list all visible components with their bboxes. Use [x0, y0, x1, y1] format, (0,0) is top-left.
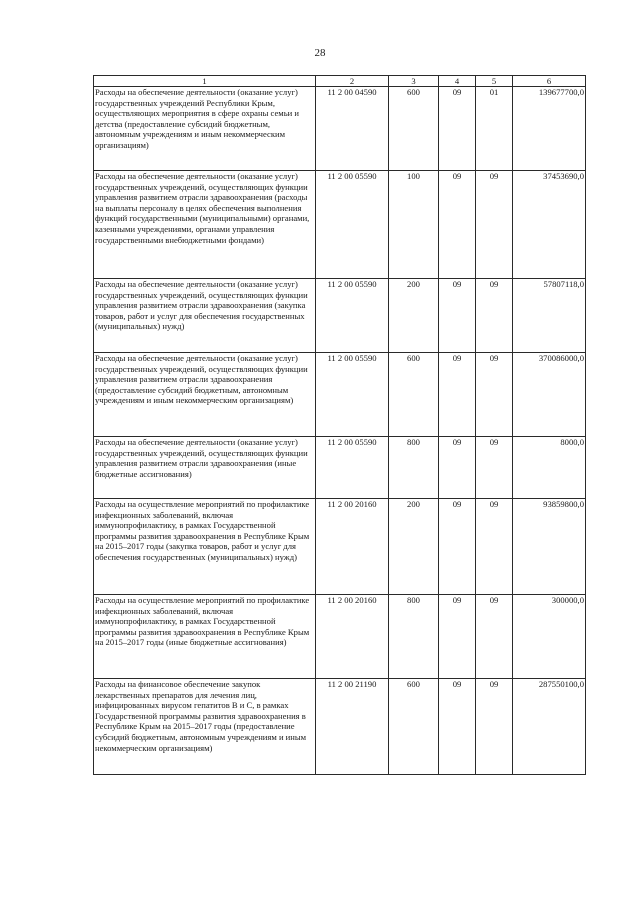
expense-name: Расходы на обеспечение деятельности (оказание услуг) государственных учреждений Республики Крым, осуществляющих мероприятия в сфере охраны семьи и детства (предоставление субсидий бюджетным, автономным учреждениям и иным некоммерческим организациям) — [94, 87, 316, 171]
section-code: 09 — [439, 437, 476, 499]
table-row — [94, 679, 586, 775]
amount: 300000,0 — [513, 595, 586, 679]
section-code: 09 — [439, 679, 476, 775]
expense-name: Расходы на обеспечение деятельности (оказание услуг) государственных учреждений, осуществляющих функции управления развитием отрасли здравоохранения (иные бюджетные ассигнования) — [94, 437, 316, 499]
expense-type-code: 800 — [389, 595, 439, 679]
section-code: 09 — [439, 171, 476, 279]
table-row — [94, 279, 586, 353]
expense-type-code: 200 — [389, 279, 439, 353]
amount: 139677700,0 — [513, 87, 586, 171]
subsection-code: 09 — [476, 171, 513, 279]
subsection-code: 09 — [476, 437, 513, 499]
amount: 287550100,0 — [513, 679, 586, 775]
amount: 37453690,0 — [513, 171, 586, 279]
expense-type-code: 800 — [389, 437, 439, 499]
amount: 93859800,0 — [513, 499, 586, 595]
column-number: 3 — [389, 76, 439, 87]
expense-name: Расходы на финансовое обеспечение закупок лекарственных препаратов для лечения лиц, инфицированных вирусом гепатитов В и С, в рамках Государственной программы развития здравоохранения в Республике Крым на 2015–2017 годы (предоставление субсидий бюджетным, автономным учреждениям и иным некоммерческим организациям) — [94, 679, 316, 775]
expense-type-code: 100 — [389, 171, 439, 279]
subsection-code: 01 — [476, 87, 513, 171]
subsection-code: 09 — [476, 499, 513, 595]
column-number: 1 — [94, 76, 316, 87]
expense-type-code: 600 — [389, 353, 439, 437]
target-article-code: 11 2 00 21190 — [316, 679, 389, 775]
target-article-code: 11 2 00 05590 — [316, 279, 389, 353]
section-code: 09 — [439, 353, 476, 437]
expense-name: Расходы на осуществление мероприятий по профилактике инфекционных заболеваний, включая иммунопрофилактику, в рамках Государственной программы развития здравоохранения в Республике Крым на 2015–2017 годы (закупка товаров, работ и услуг для обеспечения государственных (муниципальных) нужд) — [94, 499, 316, 595]
target-article-code: 11 2 00 04590 — [316, 87, 389, 171]
target-article-code: 11 2 00 20160 — [316, 595, 389, 679]
column-number-row — [94, 76, 586, 87]
budget-table — [93, 75, 586, 775]
table-row — [94, 595, 586, 679]
target-article-code: 11 2 00 20160 — [316, 499, 389, 595]
section-code: 09 — [439, 279, 476, 353]
subsection-code: 09 — [476, 279, 513, 353]
column-number: 6 — [513, 76, 586, 87]
column-number: 5 — [476, 76, 513, 87]
subsection-code: 09 — [476, 595, 513, 679]
target-article-code: 11 2 00 05590 — [316, 171, 389, 279]
expense-type-code: 600 — [389, 679, 439, 775]
subsection-code: 09 — [476, 353, 513, 437]
expense-type-code: 200 — [389, 499, 439, 595]
section-code: 09 — [439, 87, 476, 171]
amount: 370086000,0 — [513, 353, 586, 437]
table-row — [94, 353, 586, 437]
subsection-code: 09 — [476, 679, 513, 775]
table-row — [94, 437, 586, 499]
expense-type-code: 600 — [389, 87, 439, 171]
expense-name: Расходы на осуществление мероприятий по профилактике инфекционных заболеваний, включая иммунопрофилактику, в рамках Государственной программы развития здравоохранения в Республике Крым на 2015–2017 годы (иные бюджетные ассигнования) — [94, 595, 316, 679]
page-number: 28 — [314, 47, 326, 59]
table-row — [94, 171, 586, 279]
section-code: 09 — [439, 499, 476, 595]
amount: 57807118,0 — [513, 279, 586, 353]
table-row — [94, 87, 586, 171]
column-number: 4 — [439, 76, 476, 87]
expense-name: Расходы на обеспечение деятельности (оказание услуг) государственных учреждений, осуществляющих функции управления развитием отрасли здравоохранения (расходы на выплаты персоналу в целях обеспечения выполнения функций государственными (муниципальными) органами, казенными учреждениями, органами управления государственными внебюджетными фондами) — [94, 171, 316, 279]
column-number: 2 — [316, 76, 389, 87]
table-row — [94, 499, 586, 595]
target-article-code: 11 2 00 05590 — [316, 353, 389, 437]
target-article-code: 11 2 00 05590 — [316, 437, 389, 499]
amount: 8000,0 — [513, 437, 586, 499]
section-code: 09 — [439, 595, 476, 679]
expense-name: Расходы на обеспечение деятельности (оказание услуг) государственных учреждений, осуществляющих функции управления развитием отрасли здравоохранения (закупка товаров, работ и услуг для обеспечения государственных (муниципальных) нужд) — [94, 279, 316, 353]
expense-name: Расходы на обеспечение деятельности (оказание услуг) государственных учреждений, осуществляющих функции управления развитием отрасли здравоохранения (предоставление субсидий бюджетным, автономным учреждениям и иным некоммерческим организациям) — [94, 353, 316, 437]
